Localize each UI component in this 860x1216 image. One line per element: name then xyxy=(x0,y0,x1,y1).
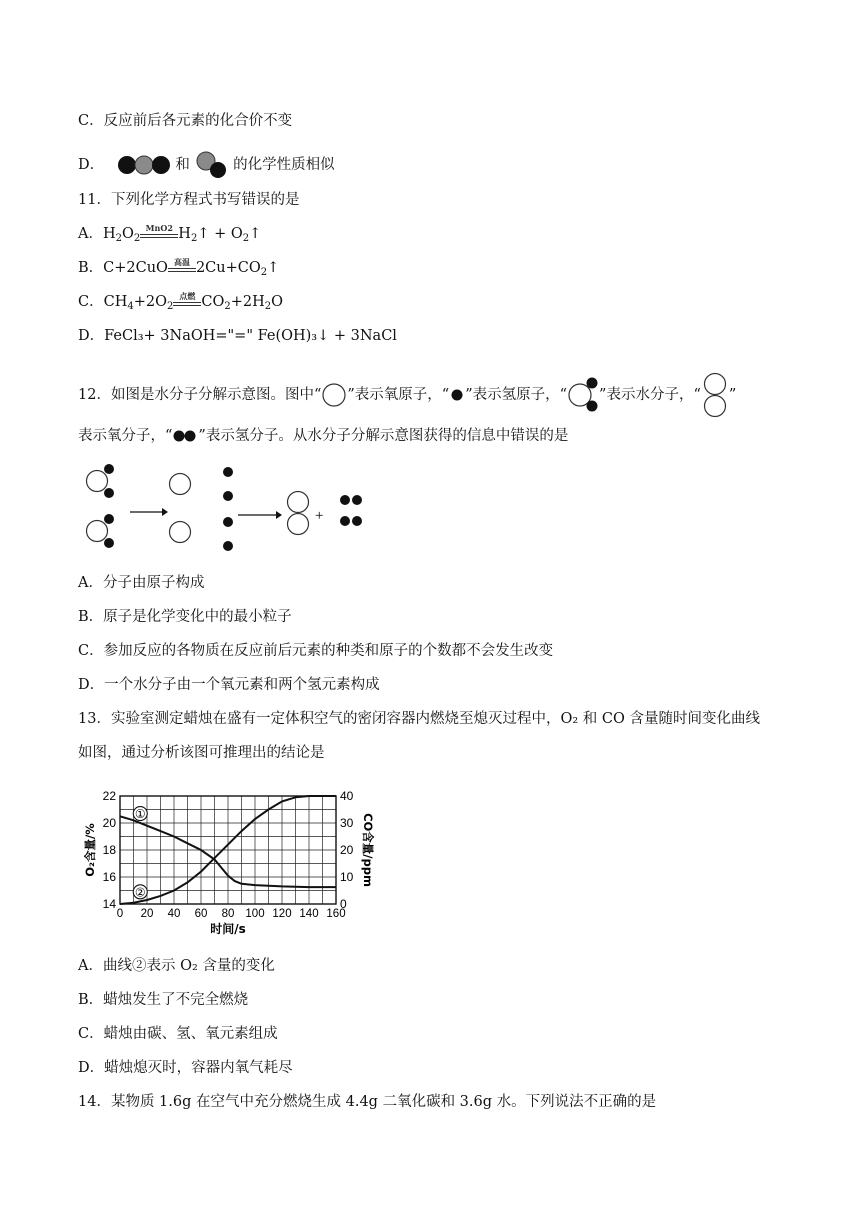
q10-option-d-text: 的化学性质相似 xyxy=(233,157,335,173)
q11-option-c: C．$CH_4+2O_2$ 点燃 $CO_2+2H_2O$ xyxy=(78,291,284,312)
q13-stem-line1: 13．实验室测定蜡烛在盛有一定体积空气的密闭容器内燃烧至熄灭过程中，O₂ 和 CO 含量随时间变化曲线 xyxy=(78,711,760,727)
q12-stem-part4: ”表示水分子，“ xyxy=(599,387,701,403)
hydrogen-molecule-product-1 xyxy=(340,495,362,505)
hydrogen-atom-icon xyxy=(449,387,465,403)
arrow-right-icon-1 xyxy=(130,508,168,516)
q13-option-b: B．蜡烛发生了不完全燃烧 xyxy=(78,992,249,1008)
q12-stem-line1 xyxy=(78,372,736,418)
y-right-tick-label: 0 xyxy=(340,897,347,911)
hydrogen-atom-4 xyxy=(223,541,233,551)
q12-stem-part2: ”表示氧原子，“ xyxy=(347,387,450,403)
q13-option-a: A．曲线②表示 O₂ 含量的变化 xyxy=(78,958,275,974)
oxygen-atom-1 xyxy=(170,474,191,495)
x-tick-label: 100 xyxy=(245,908,265,920)
co2-molecule-icon xyxy=(117,154,171,176)
q14-stem: 14．某物质 1.6g 在空气中充分燃烧生成 4.4g 二氧化碳和 3.6g 水。下列说法不正确的是 xyxy=(78,1094,657,1110)
series-label-2: ② xyxy=(134,885,146,900)
ignite-condition xyxy=(173,292,201,312)
oxygen-atom-2 xyxy=(170,522,191,543)
q10-option-c: C．反应前后各元素的化合价不变 xyxy=(78,113,293,129)
x-axis-label: 时间/s xyxy=(210,922,246,936)
q12-stem-part1: 12．如图是水分子分解示意图。图中“ xyxy=(78,387,322,403)
q10-option-d-label: D． xyxy=(78,157,105,173)
y-left-tick-label: 20 xyxy=(102,816,116,830)
q12-option-b: B．原子是化学变化中的最小粒子 xyxy=(78,609,292,625)
water-molecule-2 xyxy=(87,514,115,548)
q13-option-d: D．蜡烛熄灭时，容器内氧气耗尽 xyxy=(78,1060,293,1076)
x-tick-label: 60 xyxy=(194,908,208,920)
oxygen-molecule-icon xyxy=(701,372,729,418)
plus-sign: + xyxy=(315,508,324,524)
q12-option-c: C．参加反应的各物质在反应前后元素的种类和原子的个数都不会发生改变 xyxy=(78,643,554,659)
q11-option-d: D．FeCl₃+ 3NaOH="=" Fe(OH)₃↓ + 3NaCl xyxy=(78,328,397,344)
x-tick-label: 140 xyxy=(299,908,319,920)
hydrogen-molecule-product-2 xyxy=(340,516,362,526)
q11-c-label: C． xyxy=(78,294,104,310)
q11-option-b: B．C+2CuO 高温 $2Cu+CO_2↑$ xyxy=(78,257,280,278)
q10-option-d-and: 和 xyxy=(175,157,190,173)
q11-a-label: A． xyxy=(78,226,103,242)
water-molecule-icon xyxy=(567,375,599,415)
q12-option-a: A．分子由原子构成 xyxy=(78,575,205,591)
q12-stem-part3: ”表示氢原子，“ xyxy=(465,387,568,403)
mno2-condition-text: MnO2 xyxy=(145,223,173,233)
water-molecule-1 xyxy=(87,464,115,498)
y-left-axis-label: O₂含量/% xyxy=(83,823,97,877)
q11-b-label: B． xyxy=(78,260,104,276)
water-decomposition-diagram xyxy=(82,460,382,556)
q13-option-c: C．蜡烛由碳、氢、氧元素组成 xyxy=(78,1026,278,1042)
hydrogen-atom-2 xyxy=(223,491,233,501)
y-right-tick-label: 40 xyxy=(340,789,354,803)
q11-option-a: A．$H_2O_2$ MnO2 $H_2↑$ + $O_2↑$ xyxy=(78,223,262,244)
series-label-1: ① xyxy=(134,807,146,822)
ignite-condition-text: 点燃 xyxy=(179,291,196,301)
x-tick-label: 0 xyxy=(116,908,124,920)
o2-co-chart xyxy=(82,780,382,940)
q12-stem-part7: ”表示氢分子。从水分子分解示意图获得的信息中错误的是 xyxy=(198,428,569,444)
q12-option-d: D．一个水分子由一个氧元素和两个氢元素构成 xyxy=(78,677,380,693)
oxygen-atom-icon xyxy=(321,382,347,408)
co-molecule-icon xyxy=(194,150,228,180)
q12-stem-part6: 表示氧分子，“ xyxy=(78,428,173,444)
oxygen-molecule-product xyxy=(288,492,309,535)
x-tick-label: 20 xyxy=(140,908,154,920)
hydrogen-molecule-icon xyxy=(172,429,198,443)
q12-stem-line2 xyxy=(78,426,568,446)
high-temp-condition xyxy=(168,258,196,278)
x-tick-label: 80 xyxy=(221,908,235,920)
q11-stem: 11．下列化学方程式书写错误的是 xyxy=(78,192,300,208)
y-left-tick-label: 22 xyxy=(102,789,116,803)
q12-stem-part5: ” xyxy=(728,387,737,403)
x-tick-label: 160 xyxy=(326,908,346,920)
y-right-axis-label: CO含量/ppm xyxy=(361,813,375,887)
high-temp-condition-text: 高温 xyxy=(173,257,190,267)
y-right-tick-label: 10 xyxy=(340,870,354,884)
y-left-tick-label: 14 xyxy=(102,897,116,911)
q10-option-d xyxy=(78,150,335,180)
y-right-tick-label: 30 xyxy=(340,816,354,830)
hydrogen-atom-1 xyxy=(223,467,233,477)
x-tick-label: 40 xyxy=(167,908,181,920)
q13-stem-line2: 如图，通过分析该图可推理出的结论是 xyxy=(78,745,325,761)
mno2-condition xyxy=(140,224,178,244)
y-right-tick-label: 20 xyxy=(340,843,354,857)
y-left-tick-label: 16 xyxy=(102,870,116,884)
x-tick-label: 120 xyxy=(272,908,292,920)
hydrogen-atom-3 xyxy=(223,517,233,527)
y-left-tick-label: 18 xyxy=(102,843,116,857)
arrow-right-icon-2 xyxy=(238,511,282,519)
